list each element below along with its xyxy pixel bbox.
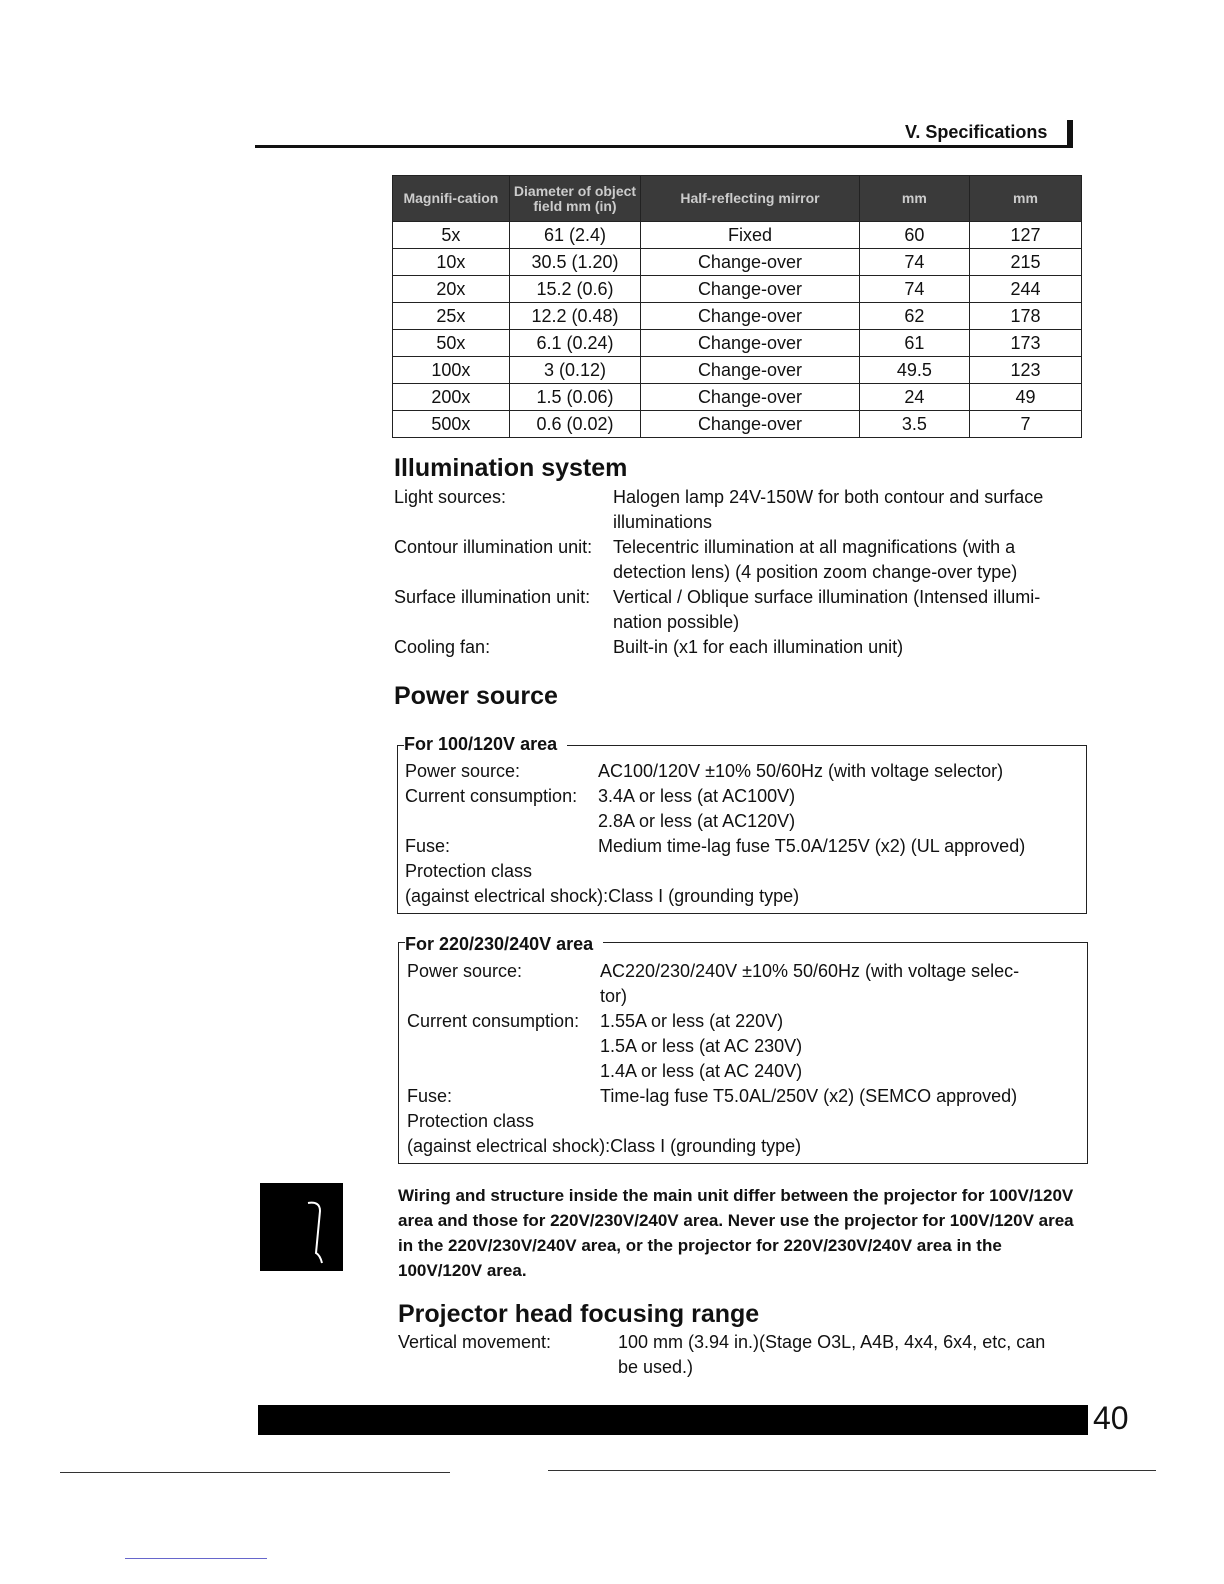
table-cell: Change-over <box>641 276 860 303</box>
table-cell: 49.5 <box>859 357 969 384</box>
spec-value: Vertical / Oblique surface illumination (Intensed illumi- <box>613 587 1041 607</box>
table-cell: 178 <box>969 303 1081 330</box>
table-cell: 127 <box>969 222 1081 249</box>
table-cell: 24 <box>859 384 969 411</box>
table-cell: 74 <box>859 249 969 276</box>
spec-value: nation possible) <box>613 612 740 632</box>
table-cell: 123 <box>969 357 1081 384</box>
table-cell: 500x <box>393 411 510 438</box>
table-cell: 3.5 <box>859 411 969 438</box>
spec-label: Cooling fan: <box>394 637 491 657</box>
magnification-table <box>392 175 1082 438</box>
table-row <box>393 357 1082 384</box>
spec-label: Protection class <box>405 861 533 881</box>
table-cell: Change-over <box>641 330 860 357</box>
spec-value: 1.4A or less (at AC 240V) <box>600 1061 803 1081</box>
table-row <box>393 330 1082 357</box>
bottom-rule <box>125 1558 267 1559</box>
column-header: mm <box>969 176 1081 222</box>
column-header: Diameter of object field mm (in) <box>509 176 640 222</box>
table-cell: Change-over <box>641 303 860 330</box>
table-cell: Change-over <box>641 249 860 276</box>
table-cell: Change-over <box>641 411 860 438</box>
table-row <box>393 276 1082 303</box>
table-cell: 173 <box>969 330 1081 357</box>
warning-text: Wiring and structure inside the main unit differ between the projector for 100V/120V area and those for 220V/230V/240V area. Never use the projector for 100V/120V area in the 220V/230V/240V area, or the projector for 220V/230V/240V area in the 100V/120V area. <box>398 1186 1074 1280</box>
table-cell: 15.2 (0.6) <box>509 276 640 303</box>
table-cell: 20x <box>393 276 510 303</box>
table-cell: 6.1 (0.24) <box>509 330 640 357</box>
header-marker <box>1067 120 1073 148</box>
table-cell: 200x <box>393 384 510 411</box>
table-cell: 7 <box>969 411 1081 438</box>
spec-label: (against electrical shock):Class I (grounding type) <box>405 886 800 906</box>
spec-value: Telecentric illumination at all magnifications (with a <box>613 537 1016 557</box>
spec-value: illuminations <box>613 512 713 532</box>
spec-value: Medium time-lag fuse T5.0A/125V (x2) (UL approved) <box>598 836 1026 856</box>
spec-label: Power source: <box>407 961 523 981</box>
table-row <box>393 222 1082 249</box>
spec-label: Contour illumination unit: <box>394 537 593 557</box>
table-cell: 100x <box>393 357 510 384</box>
power-heading: Power source <box>394 682 558 710</box>
area1-title: For 100/120V area <box>404 734 567 755</box>
table-cell: Fixed <box>641 222 860 249</box>
spec-label: Protection class <box>407 1111 535 1131</box>
spec-label: Fuse: <box>405 836 451 856</box>
table-cell: 5x <box>393 222 510 249</box>
spec-label: (against electrical shock):Class I (grounding type) <box>407 1136 802 1156</box>
table-cell: 0.6 (0.02) <box>509 411 640 438</box>
spec-label: Fuse: <box>407 1086 453 1106</box>
bottom-rule <box>60 1472 450 1473</box>
table-cell: 60 <box>859 222 969 249</box>
table-cell: 10x <box>393 249 510 276</box>
table-cell: 61 (2.4) <box>509 222 640 249</box>
table-cell: 215 <box>969 249 1081 276</box>
spec-value: 2.8A or less (at AC120V) <box>598 811 796 831</box>
table-cell: 50x <box>393 330 510 357</box>
spec-label: Current consumption: <box>405 786 578 806</box>
spec-value: AC100/120V ±10% 50/60Hz (with voltage selector) <box>598 761 1004 781</box>
spec-value: 1.5A or less (at AC 230V) <box>600 1036 803 1056</box>
table-cell: 74 <box>859 276 969 303</box>
warning-icon <box>260 1183 343 1271</box>
table-cell: 244 <box>969 276 1081 303</box>
spec-label: Surface illumination unit: <box>394 587 591 607</box>
table-cell: 62 <box>859 303 969 330</box>
column-header: mm <box>859 176 969 222</box>
column-header: Magnifi-cation <box>393 176 510 222</box>
focusing-heading: Projector head focusing range <box>398 1300 760 1328</box>
spec-value: Halogen lamp 24V-150W for both contour and surface <box>613 487 1044 507</box>
spec-label: Current consumption: <box>407 1011 580 1031</box>
table-cell: 12.2 (0.48) <box>509 303 640 330</box>
spec-label: Power source: <box>405 761 521 781</box>
table-row <box>393 303 1082 330</box>
table-cell: 25x <box>393 303 510 330</box>
page-number: 40 <box>1093 1400 1129 1436</box>
section-title: V. Specifications <box>905 122 1048 142</box>
spec-value: detection lens) (4 position zoom change-over type) <box>613 562 1018 582</box>
manual-page: V. Specifications Magnifi-cation Diameter of object field mm (in) Half-reflecting mirror mm mm 5x 61 (2.4) Fixed 60 127 10x 30.5 (1.20) Change-over 74 215 20x 15.2 (0.6) Change-over 74 244 25x 12.2 (0.48) Change-over 62 178 50x 6.1 (0.24) Change-over 61 173 100x 3 (0.12) Change-over 49.5 123 200x 1.5 (0.06) Change-over 24 49 500x 0.6 (0.02) Change-over 3.5 7 Illumination system Light sources: Halogen lamp 24V-150W for both contour and surface illuminations Contour illumination unit: Telecentric illumination at all magnifications (with a detection lens) (4 position zoom change-over type) Surface illumination unit: Vertical / Oblique surface illumination (Intensed illumi- nation possible) Cooling fan: Built-in (x1 for each illumination unit) Power source For 100/120V area Power source: AC100/120V ±10% 50/60Hz (with voltage selector) Current consumption: 3.4A or less (at AC100V) 2.8A or less (at AC120V) Fuse: Medium time-lag fuse T5.0A/125V (x2) (UL approved) Protection class (against electrical shock):Class I (grounding type) For 220/230/240V area Power source: AC220/230/240V ±10% 50/60Hz (with voltage selec- tor) Current consumption: 1.55A or less (at 220V) 1.5A or less (at AC 230V) 1.4A or less (at AC 240V) Fuse: Time-lag fuse T5.0AL/250V (x2) (SEMCO approved) Protection class (against electrical shock):Class I (grounding type) Wiring and structure inside the main unit differ between the projector for 100V/120V area and those for 220V/230V/240V area. Never use the projector for 100V/120V area in the 220V/230V/240V area, or the projector for 220V/230V/240V area in the 100V/120V area. Projector head focusing range Vertical movement: 100 mm (3.94 in.)(Stage O3L, A4B, 4x4, 6x4, etc, can be used.) 40 <box>0 0 1224 1584</box>
table-cell: 30.5 (1.20) <box>509 249 640 276</box>
table-cell: 3 (0.12) <box>509 357 640 384</box>
spec-label: Light sources: <box>394 487 507 507</box>
spec-value: tor) <box>600 986 627 1006</box>
spec-value: 1.55A or less (at 220V) <box>600 1011 784 1031</box>
column-header: Half-reflecting mirror <box>641 176 860 222</box>
table-cell: Change-over <box>641 384 860 411</box>
spec-value: Time-lag fuse T5.0AL/250V (x2) (SEMCO approved) <box>600 1086 1018 1106</box>
header-rule <box>255 145 1070 148</box>
table-cell: 49 <box>969 384 1081 411</box>
table-row <box>393 249 1082 276</box>
spec-value: 3.4A or less (at AC100V) <box>598 786 796 806</box>
footer-bar <box>258 1405 1088 1435</box>
table-row <box>393 411 1082 438</box>
spec-value: AC220/230/240V ±10% 50/60Hz (with voltage selec- <box>600 961 1020 981</box>
area2-title: For 220/230/240V area <box>405 934 603 955</box>
bottom-rule <box>548 1470 1156 1471</box>
table-row <box>393 384 1082 411</box>
table-cell: Change-over <box>641 357 860 384</box>
table-cell: 1.5 (0.06) <box>509 384 640 411</box>
spec-value: Built-in (x1 for each illumination unit) <box>613 637 904 657</box>
table-cell: 61 <box>859 330 969 357</box>
illumination-heading: Illumination system <box>394 454 628 482</box>
